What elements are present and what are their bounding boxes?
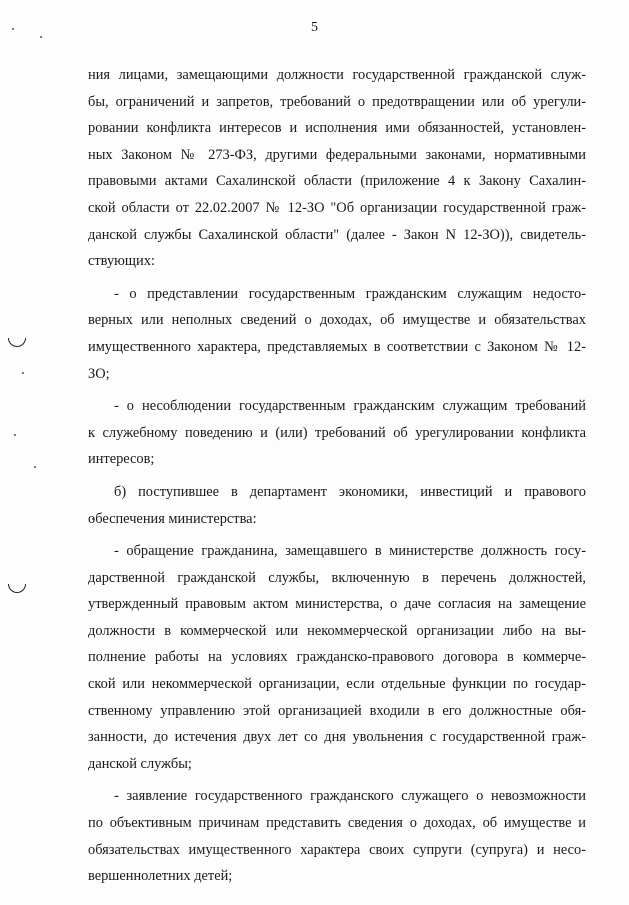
scan-dot xyxy=(34,466,36,468)
text-line: ЗО; xyxy=(88,365,110,382)
text-line: - о представлении государственным гражданским служащим недосто- xyxy=(114,285,586,302)
page-number: 5 xyxy=(311,20,318,35)
scan-dot xyxy=(22,372,24,374)
text-line: ской области от 22.02.2007 № 12-ЗО "Об организации государственной граж- xyxy=(88,199,586,216)
text-line: данской службы Сахалинской области" (далее - Закон N 12-ЗО)), свидетель- xyxy=(88,226,586,243)
paragraph xyxy=(88,393,586,473)
text-line: верных или неполных сведений о доходах, об имуществе и обязательствах xyxy=(88,312,586,329)
binding-hole-mark xyxy=(8,584,26,593)
text-line: ных Законом № 273-ФЗ, другими федеральными законами, нормативными xyxy=(88,146,586,163)
text-line: утвержденный правовым актом министерства, о даче согласия на замещение xyxy=(88,596,586,613)
text-line: занности, до истечения двух лет со дня увольнения с государственной граж- xyxy=(88,729,586,746)
text-line: бы, ограничений и запретов, требований о предотвращении или об урегули- xyxy=(88,93,586,110)
text-line: - обращение гражданина, замещавшего в министерстве должность госу- xyxy=(114,543,586,560)
paragraph xyxy=(88,783,586,889)
text-line: обеспечения министерства: xyxy=(88,510,257,527)
text-line: - о несоблюдении государственным гражданским служащим требований xyxy=(114,398,586,415)
scan-dot xyxy=(40,36,42,38)
text-line: вершеннолетних детей; xyxy=(88,868,233,885)
text-line: - заявление государственного гражданского служащего о невозможности xyxy=(114,788,586,805)
text-line: к служебному поведению и (или) требований об урегулировании конфликта xyxy=(88,424,586,441)
text-line: правовыми актами Сахалинской области (приложение 4 к Закону Сахалин- xyxy=(88,173,586,190)
text-line: имущественного характера, представляемых в соответствии с Законом № 12- xyxy=(88,338,586,355)
paragraph xyxy=(88,479,586,532)
scan-dot xyxy=(14,434,16,436)
text-line: по объективным причинам представить сведения о доходах, об имуществе и xyxy=(88,815,586,832)
text-line: обязательствах имущественного характера своих супруги (супруга) и несо- xyxy=(88,841,586,858)
text-line: ния лицами, замещающими должности государственной гражданской служ- xyxy=(88,67,586,83)
document-body xyxy=(88,62,586,890)
text-line: данской службы; xyxy=(88,755,192,772)
paragraph xyxy=(88,62,586,275)
text-line: ровании конфликта интересов и исполнения ими обязанностей, установлен- xyxy=(88,120,586,137)
text-line: ствующих: xyxy=(88,253,155,270)
text-line: б) поступившее в департамент экономики, инвестиций и правового xyxy=(114,483,586,500)
text-line: интересов; xyxy=(88,451,155,468)
binding-hole-mark xyxy=(8,338,26,347)
text-line: полнение работы на условиях гражданско-правового договора в коммерче- xyxy=(88,649,586,666)
text-line: ской или некоммерческой организации, если отдельные функции по государ- xyxy=(88,676,586,693)
text-line: ственному управлению этой организацией входили в его должностные обя- xyxy=(88,702,586,719)
paragraph xyxy=(88,538,586,777)
paragraph xyxy=(88,281,586,387)
text-line: должности в коммерческой или некоммерческой организации либо на вы- xyxy=(88,622,586,639)
text-line: дарственной гражданской службы, включенную в перечень должностей, xyxy=(88,569,586,586)
